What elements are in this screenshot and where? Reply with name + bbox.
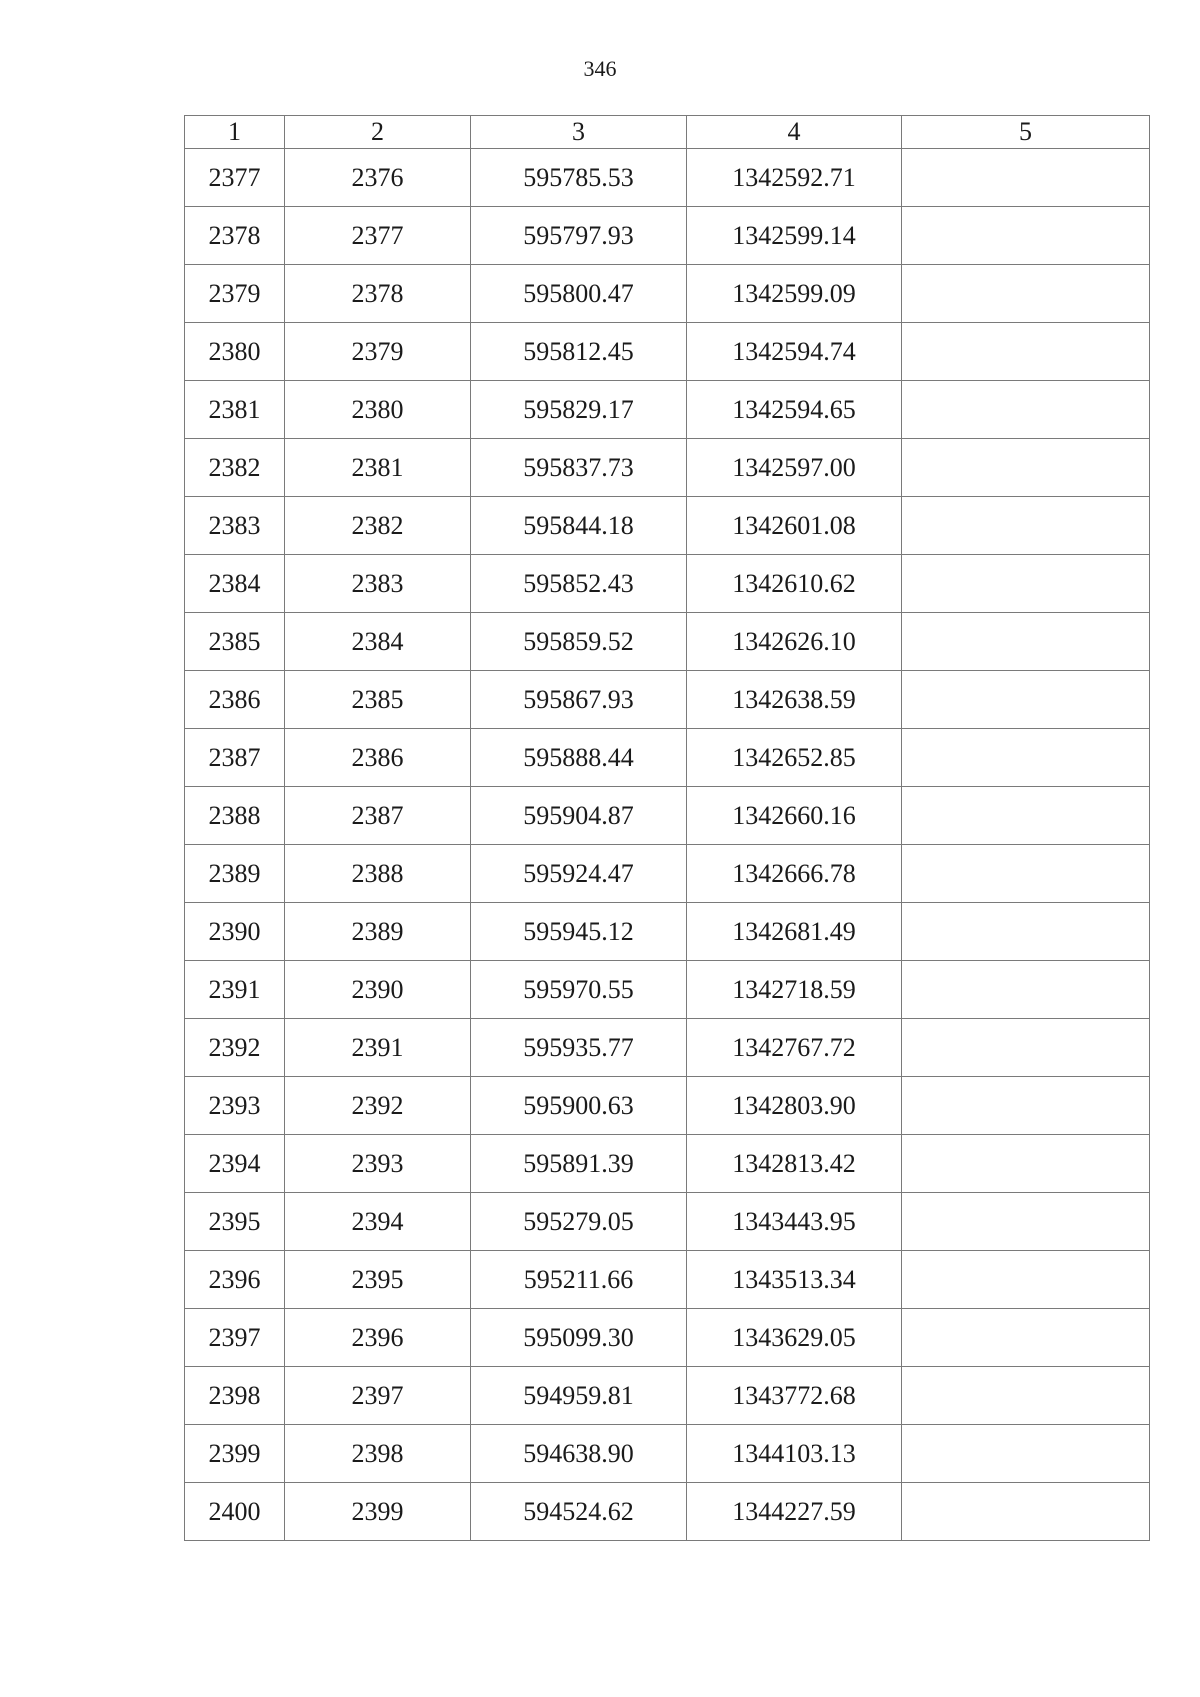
table-row (185, 1367, 1150, 1425)
table-cell-col-5 (902, 729, 1150, 787)
table-cell-col-4: 1342681.49 (687, 903, 902, 961)
table-cell-col-5 (902, 1367, 1150, 1425)
table-row (185, 729, 1150, 787)
table-cell-col-2: 2390 (285, 961, 471, 1019)
table-cell-col-1: 2400 (185, 1483, 285, 1541)
table-row (185, 671, 1150, 729)
table-row (185, 497, 1150, 555)
table-cell-col-4: 1342660.16 (687, 787, 902, 845)
table-cell-col-1: 2389 (185, 845, 285, 903)
table-cell-col-4: 1342803.90 (687, 1077, 902, 1135)
table-cell-col-1: 2382 (185, 439, 285, 497)
table-row (185, 1309, 1150, 1367)
table-cell-col-2: 2383 (285, 555, 471, 613)
table-cell-col-2: 2388 (285, 845, 471, 903)
table-cell-col-5 (902, 903, 1150, 961)
table-cell-col-3: 595279.05 (471, 1193, 687, 1251)
table-cell-col-4: 1344227.59 (687, 1483, 902, 1541)
table-cell-col-4: 1342666.78 (687, 845, 902, 903)
column-header-2: 2 (285, 116, 471, 149)
table-cell-col-3: 595867.93 (471, 671, 687, 729)
table-cell-col-5 (902, 1077, 1150, 1135)
table-cell-col-5 (902, 149, 1150, 207)
page-number: 346 (583, 56, 617, 81)
table-cell-col-4: 1342610.62 (687, 555, 902, 613)
table-cell-col-3: 595800.47 (471, 265, 687, 323)
table-cell-col-2: 2389 (285, 903, 471, 961)
table-cell-col-3: 595211.66 (471, 1251, 687, 1309)
table-cell-col-1: 2379 (185, 265, 285, 323)
table-cell-col-1: 2394 (185, 1135, 285, 1193)
table-cell-col-1: 2399 (185, 1425, 285, 1483)
table-cell-col-5 (902, 323, 1150, 381)
table-cell-col-3: 595829.17 (471, 381, 687, 439)
table-cell-col-3: 595099.30 (471, 1309, 687, 1367)
table-cell-col-2: 2394 (285, 1193, 471, 1251)
table-cell-col-1: 2390 (185, 903, 285, 961)
table-cell-col-2: 2379 (285, 323, 471, 381)
table-cell-col-5 (902, 1135, 1150, 1193)
table-cell-col-3: 595837.73 (471, 439, 687, 497)
table-cell-col-5 (902, 555, 1150, 613)
table-cell-col-3: 595935.77 (471, 1019, 687, 1077)
table-cell-col-4: 1343772.68 (687, 1367, 902, 1425)
table-row (185, 555, 1150, 613)
table-body (185, 149, 1150, 1541)
table-cell-col-2: 2381 (285, 439, 471, 497)
table-cell-col-3: 595785.53 (471, 149, 687, 207)
table-cell-col-4: 1342626.10 (687, 613, 902, 671)
table-cell-col-1: 2397 (185, 1309, 285, 1367)
table-cell-col-1: 2383 (185, 497, 285, 555)
table-row (185, 1483, 1150, 1541)
table-row (185, 845, 1150, 903)
table-cell-col-4: 1342767.72 (687, 1019, 902, 1077)
table-cell-col-3: 595945.12 (471, 903, 687, 961)
table-cell-col-4: 1343629.05 (687, 1309, 902, 1367)
table-cell-col-1: 2388 (185, 787, 285, 845)
table-cell-col-2: 2396 (285, 1309, 471, 1367)
table-cell-col-5 (902, 787, 1150, 845)
table-row (185, 1425, 1150, 1483)
table-cell-col-2: 2393 (285, 1135, 471, 1193)
table-row (185, 323, 1150, 381)
table-cell-col-1: 2395 (185, 1193, 285, 1251)
table-cell-col-1: 2380 (185, 323, 285, 381)
table-cell-col-2: 2399 (285, 1483, 471, 1541)
table-cell-col-2: 2376 (285, 149, 471, 207)
table-cell-col-4: 1342599.14 (687, 207, 902, 265)
table-row (185, 613, 1150, 671)
table-cell-col-1: 2385 (185, 613, 285, 671)
table-cell-col-5 (902, 671, 1150, 729)
table-cell-col-1: 2378 (185, 207, 285, 265)
table-row (185, 207, 1150, 265)
table-cell-col-4: 1342718.59 (687, 961, 902, 1019)
table-cell-col-3: 595891.39 (471, 1135, 687, 1193)
table-cell-col-1: 2384 (185, 555, 285, 613)
table-cell-col-3: 595904.87 (471, 787, 687, 845)
table-cell-col-3: 594638.90 (471, 1425, 687, 1483)
table-cell-col-4: 1342652.85 (687, 729, 902, 787)
table-cell-col-2: 2384 (285, 613, 471, 671)
table-cell-col-4: 1342599.09 (687, 265, 902, 323)
table-cell-col-4: 1342638.59 (687, 671, 902, 729)
table-cell-col-2: 2398 (285, 1425, 471, 1483)
table-cell-col-3: 595812.45 (471, 323, 687, 381)
table-cell-col-5 (902, 1019, 1150, 1077)
table-cell-col-1: 2392 (185, 1019, 285, 1077)
table-row (185, 1135, 1150, 1193)
table-cell-col-1: 2391 (185, 961, 285, 1019)
table-cell-col-2: 2380 (285, 381, 471, 439)
table-cell-col-3: 594524.62 (471, 1483, 687, 1541)
table-cell-col-3: 595900.63 (471, 1077, 687, 1135)
table-cell-col-5 (902, 1483, 1150, 1541)
table-cell-col-2: 2378 (285, 265, 471, 323)
table-cell-col-4: 1343443.95 (687, 1193, 902, 1251)
table-cell-col-3: 595797.93 (471, 207, 687, 265)
column-header-3: 3 (471, 116, 687, 149)
table-cell-col-1: 2387 (185, 729, 285, 787)
table-row (185, 381, 1150, 439)
table-cell-col-5 (902, 1309, 1150, 1367)
table-cell-col-3: 595859.52 (471, 613, 687, 671)
coordinates-table (184, 115, 1150, 1541)
table-cell-col-1: 2398 (185, 1367, 285, 1425)
table-cell-col-4: 1344103.13 (687, 1425, 902, 1483)
table-row (185, 961, 1150, 1019)
column-header-1: 1 (185, 116, 285, 149)
table-row (185, 439, 1150, 497)
column-header-5: 5 (902, 116, 1150, 149)
table-cell-col-3: 595888.44 (471, 729, 687, 787)
table-cell-col-4: 1342601.08 (687, 497, 902, 555)
table-cell-col-5 (902, 381, 1150, 439)
table-cell-col-2: 2377 (285, 207, 471, 265)
table-cell-col-3: 595924.47 (471, 845, 687, 903)
table-cell-col-2: 2397 (285, 1367, 471, 1425)
table-cell-col-2: 2395 (285, 1251, 471, 1309)
table-cell-col-3: 595970.55 (471, 961, 687, 1019)
table-cell-col-2: 2386 (285, 729, 471, 787)
table-cell-col-1: 2386 (185, 671, 285, 729)
table-row (185, 1193, 1150, 1251)
table-cell-col-5 (902, 1425, 1150, 1483)
table-cell-col-1: 2377 (185, 149, 285, 207)
table-cell-col-4: 1342813.42 (687, 1135, 902, 1193)
table-cell-col-5 (902, 265, 1150, 323)
table-row (185, 1251, 1150, 1309)
table-cell-col-2: 2385 (285, 671, 471, 729)
table-cell-col-1: 2381 (185, 381, 285, 439)
table-cell-col-2: 2392 (285, 1077, 471, 1135)
table-cell-col-5 (902, 1193, 1150, 1251)
table-cell-col-5 (902, 845, 1150, 903)
table-cell-col-3: 595844.18 (471, 497, 687, 555)
table-cell-col-1: 2393 (185, 1077, 285, 1135)
table-header-row (185, 116, 1150, 149)
table-cell-col-5 (902, 497, 1150, 555)
table-cell-col-2: 2387 (285, 787, 471, 845)
table-cell-col-3: 594959.81 (471, 1367, 687, 1425)
table-cell-col-5 (902, 439, 1150, 497)
table-cell-col-4: 1343513.34 (687, 1251, 902, 1309)
table-row (185, 903, 1150, 961)
table-cell-col-5 (902, 1251, 1150, 1309)
table-cell-col-4: 1342594.65 (687, 381, 902, 439)
table-row (185, 149, 1150, 207)
column-header-4: 4 (687, 116, 902, 149)
table-row (185, 265, 1150, 323)
table-cell-col-2: 2391 (285, 1019, 471, 1077)
table-cell-col-4: 1342592.71 (687, 149, 902, 207)
table-cell-col-3: 595852.43 (471, 555, 687, 613)
table-row (185, 1077, 1150, 1135)
table-cell-col-5 (902, 613, 1150, 671)
table-cell-col-5 (902, 961, 1150, 1019)
table-cell-col-2: 2382 (285, 497, 471, 555)
table-row (185, 1019, 1150, 1077)
table-cell-col-5 (902, 207, 1150, 265)
table-cell-col-1: 2396 (185, 1251, 285, 1309)
table-cell-col-4: 1342597.00 (687, 439, 902, 497)
table-cell-col-4: 1342594.74 (687, 323, 902, 381)
table-row (185, 787, 1150, 845)
